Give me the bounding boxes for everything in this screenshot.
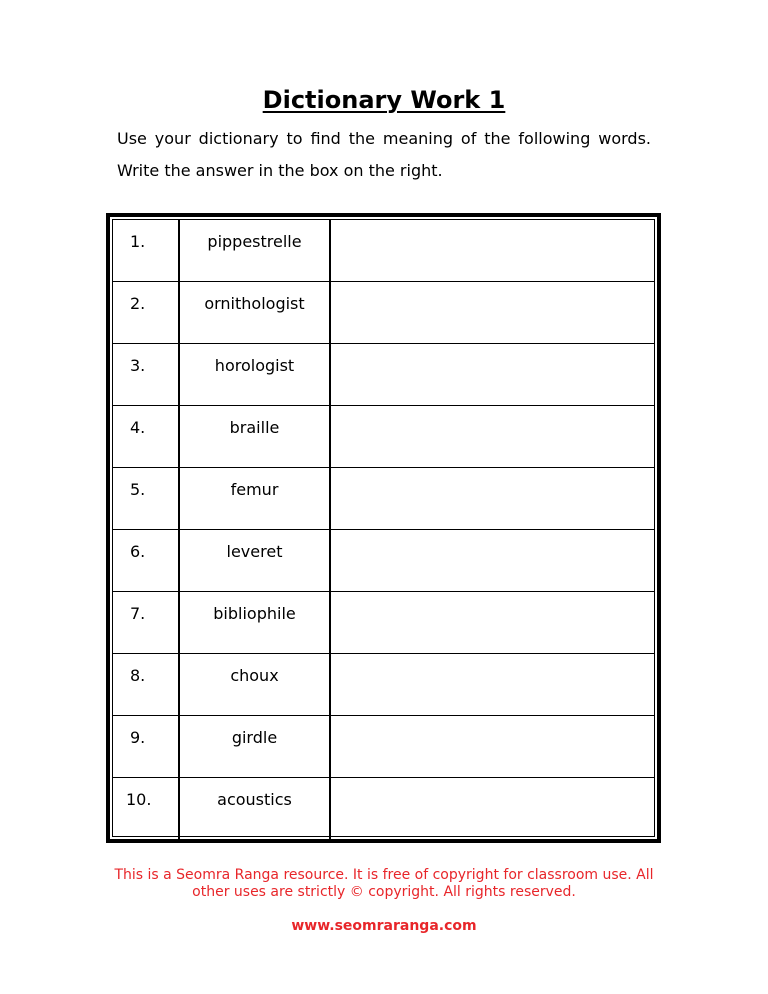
row-number: 6. [113, 530, 180, 591]
word-table [106, 213, 661, 843]
table-row [113, 468, 654, 530]
answer-box[interactable] [331, 530, 654, 591]
table-row [113, 220, 654, 282]
row-word: girdle [180, 716, 331, 777]
table-row [113, 778, 654, 840]
row-number: 3. [113, 344, 180, 405]
website-link[interactable]: www.seomraranga.com [291, 918, 477, 934]
copyright-notice: This is a Seomra Ranga resource. It is free of copyright for classroom use. All other uses are strictly © copyright. All rights reserved. [114, 867, 654, 900]
row-number: 10. [113, 778, 180, 840]
row-number: 4. [113, 406, 180, 467]
row-word: bibliophile [180, 592, 331, 653]
row-number: 5. [113, 468, 180, 529]
answer-box[interactable] [331, 654, 654, 715]
table-row [113, 654, 654, 716]
table-row [113, 592, 654, 654]
answer-box[interactable] [331, 778, 654, 840]
row-word: horologist [180, 344, 331, 405]
row-word: ornithologist [180, 282, 331, 343]
row-word: leveret [180, 530, 331, 591]
worksheet-title: Dictionary Work 1 [262, 86, 506, 114]
table-row [113, 530, 654, 592]
answer-box[interactable] [331, 344, 654, 405]
answer-box[interactable] [331, 282, 654, 343]
instructions-text: Use your dictionary to find the meaning of the following words. Write the answer in the box on the right. [117, 129, 651, 180]
row-number: 9. [113, 716, 180, 777]
row-number: 2. [113, 282, 180, 343]
row-word: acoustics [180, 778, 331, 840]
answer-box[interactable] [331, 406, 654, 467]
table-row [113, 406, 654, 468]
table-row [113, 344, 654, 406]
row-word: femur [180, 468, 331, 529]
row-word: choux [180, 654, 331, 715]
row-number: 7. [113, 592, 180, 653]
answer-box[interactable] [331, 468, 654, 529]
table-row [113, 716, 654, 778]
table-row [113, 282, 654, 344]
table-inner-frame [112, 219, 655, 837]
answer-box[interactable] [331, 220, 654, 281]
answer-box[interactable] [331, 592, 654, 653]
row-number: 1. [113, 220, 180, 281]
row-word: braille [180, 406, 331, 467]
row-number: 8. [113, 654, 180, 715]
row-word: pippestrelle [180, 220, 331, 281]
answer-box[interactable] [331, 716, 654, 777]
